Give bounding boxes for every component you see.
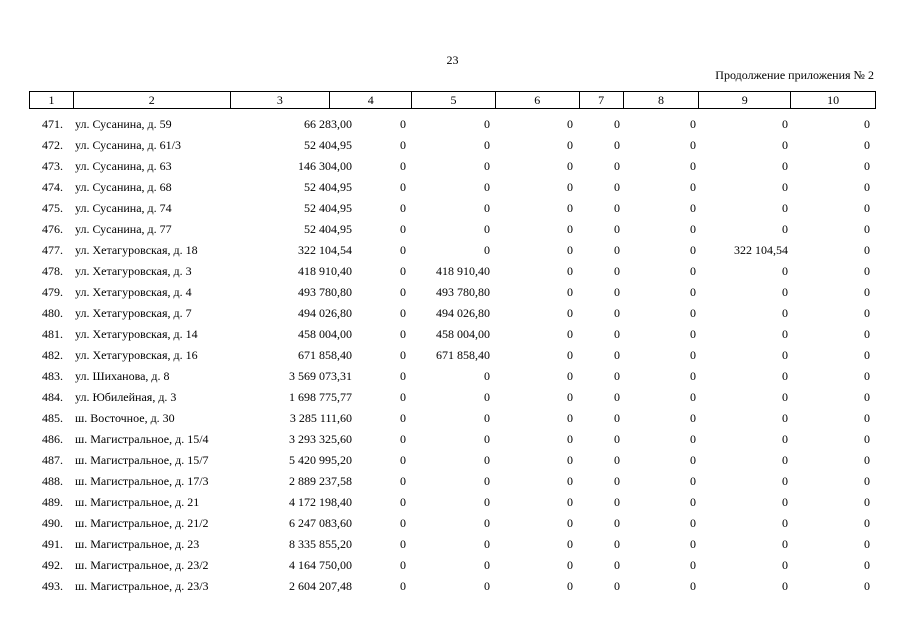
- header-cell-2: 2: [73, 92, 230, 108]
- col-6-value: 0: [567, 348, 573, 362]
- col-4-value: 0: [400, 201, 406, 215]
- table-row: [29, 533, 876, 554]
- col-5-value: 0: [484, 180, 490, 194]
- col-7-value: 0: [614, 453, 620, 467]
- col-9-value: 0: [782, 327, 788, 341]
- row-number: 481.: [42, 327, 63, 341]
- col-6-value: 0: [567, 306, 573, 320]
- table-row: [29, 176, 876, 197]
- col-9-value: 0: [782, 579, 788, 593]
- col-5-value: 494 026,80: [436, 306, 490, 320]
- col-8-value: 0: [690, 453, 696, 467]
- row-number: 490.: [42, 516, 63, 530]
- col-4-value: 0: [400, 516, 406, 530]
- col-10-value: 0: [864, 327, 870, 341]
- row-number: 489.: [42, 495, 63, 509]
- col-10-value: 0: [864, 390, 870, 404]
- col-10-value: 0: [864, 285, 870, 299]
- table-row: [29, 449, 876, 470]
- col-7-value: 0: [614, 327, 620, 341]
- col-8-value: 0: [690, 264, 696, 278]
- table-row: [29, 407, 876, 428]
- col-5-value: 0: [484, 411, 490, 425]
- table-row: [29, 365, 876, 386]
- row-number: 480.: [42, 306, 63, 320]
- address: ул. Сусанина, д. 68: [75, 180, 172, 194]
- address: ул. Хетагуровская, д. 7: [75, 306, 192, 320]
- header-cell-3: 3: [230, 92, 330, 108]
- col-8-value: 0: [690, 201, 696, 215]
- col-4-value: 0: [400, 369, 406, 383]
- col-9-value: 0: [782, 138, 788, 152]
- table-row: [29, 197, 876, 218]
- header-cell-4: 4: [329, 92, 411, 108]
- address: ш. Магистральное, д. 15/7: [75, 453, 209, 467]
- col-7-value: 0: [614, 390, 620, 404]
- address: ш. Магистральное, д. 23/3: [75, 579, 209, 593]
- row-number: 493.: [42, 579, 63, 593]
- col-9-value: 0: [782, 201, 788, 215]
- col-8-value: 0: [690, 306, 696, 320]
- col-10-value: 0: [864, 537, 870, 551]
- col-5-value: 0: [484, 222, 490, 236]
- col-8-value: 0: [690, 348, 696, 362]
- col-6-value: 0: [567, 369, 573, 383]
- col-3-value: 418 910,40: [298, 264, 352, 278]
- table-header: [29, 91, 876, 109]
- header-cell-8: 8: [623, 92, 699, 108]
- col-6-value: 0: [567, 453, 573, 467]
- col-3-value: 52 404,95: [304, 138, 352, 152]
- col-3-value: 3 569 073,31: [289, 369, 352, 383]
- col-10-value: 0: [864, 264, 870, 278]
- col-7-value: 0: [614, 516, 620, 530]
- col-9-value: 0: [782, 369, 788, 383]
- table-row: [29, 554, 876, 575]
- col-4-value: 0: [400, 390, 406, 404]
- col-6-value: 0: [567, 117, 573, 131]
- table-row: [29, 134, 876, 155]
- col-3-value: 2 889 237,58: [289, 474, 352, 488]
- col-3-value: 4 172 198,40: [289, 495, 352, 509]
- address: ул. Хетагуровская, д. 14: [75, 327, 198, 341]
- col-7-value: 0: [614, 180, 620, 194]
- col-5-value: 0: [484, 558, 490, 572]
- col-3-value: 52 404,95: [304, 180, 352, 194]
- col-3-value: 458 004,00: [298, 327, 352, 341]
- row-number: 473.: [42, 159, 63, 173]
- address: ул. Хетагуровская, д. 3: [75, 264, 192, 278]
- col-7-value: 0: [614, 411, 620, 425]
- col-3-value: 52 404,95: [304, 222, 352, 236]
- col-7-value: 0: [614, 306, 620, 320]
- col-8-value: 0: [690, 411, 696, 425]
- col-6-value: 0: [567, 432, 573, 446]
- col-9-value: 0: [782, 537, 788, 551]
- col-9-value: 0: [782, 495, 788, 509]
- col-8-value: 0: [690, 432, 696, 446]
- col-10-value: 0: [864, 474, 870, 488]
- col-3-value: 146 304,00: [298, 159, 352, 173]
- address: ул. Хетагуровская, д. 16: [75, 348, 198, 362]
- col-9-value: 0: [782, 180, 788, 194]
- address: ул. Шиханова, д. 8: [75, 369, 170, 383]
- col-4-value: 0: [400, 411, 406, 425]
- col-8-value: 0: [690, 138, 696, 152]
- col-10-value: 0: [864, 558, 870, 572]
- col-9-value: 322 104,54: [734, 243, 788, 257]
- col-10-value: 0: [864, 222, 870, 236]
- col-6-value: 0: [567, 222, 573, 236]
- col-9-value: 0: [782, 222, 788, 236]
- col-7-value: 0: [614, 558, 620, 572]
- col-9-value: 0: [782, 516, 788, 530]
- row-number: 472.: [42, 138, 63, 152]
- col-5-value: 0: [484, 432, 490, 446]
- row-number: 476.: [42, 222, 63, 236]
- header-cell-7: 7: [579, 92, 623, 108]
- col-10-value: 0: [864, 411, 870, 425]
- header-cell-10: 10: [790, 92, 875, 108]
- col-6-value: 0: [567, 516, 573, 530]
- col-8-value: 0: [690, 369, 696, 383]
- col-4-value: 0: [400, 348, 406, 362]
- table-row: [29, 575, 876, 596]
- row-number: 482.: [42, 348, 63, 362]
- col-4-value: 0: [400, 159, 406, 173]
- col-6-value: 0: [567, 495, 573, 509]
- col-4-value: 0: [400, 306, 406, 320]
- col-6-value: 0: [567, 327, 573, 341]
- col-9-value: 0: [782, 264, 788, 278]
- col-3-value: 52 404,95: [304, 201, 352, 215]
- col-10-value: 0: [864, 159, 870, 173]
- col-4-value: 0: [400, 243, 406, 257]
- col-3-value: 66 283,00: [304, 117, 352, 131]
- col-4-value: 0: [400, 117, 406, 131]
- table-row: [29, 512, 876, 533]
- row-number: 485.: [42, 411, 63, 425]
- address: ш. Магистральное, д. 23: [75, 537, 200, 551]
- col-5-value: 458 004,00: [436, 327, 490, 341]
- col-8-value: 0: [690, 159, 696, 173]
- address: ул. Хетагуровская, д. 18: [75, 243, 198, 257]
- header-cell-1: 1: [48, 93, 55, 107]
- col-7-value: 0: [614, 138, 620, 152]
- col-3-value: 8 335 855,20: [289, 537, 352, 551]
- col-3-value: 5 420 995,20: [289, 453, 352, 467]
- col-8-value: 0: [690, 474, 696, 488]
- table-row: [29, 386, 876, 407]
- col-7-value: 0: [614, 264, 620, 278]
- col-9-value: 0: [782, 432, 788, 446]
- col-10-value: 0: [864, 201, 870, 215]
- col-8-value: 0: [690, 495, 696, 509]
- col-8-value: 0: [690, 516, 696, 530]
- col-9-value: 0: [782, 159, 788, 173]
- row-number: 479.: [42, 285, 63, 299]
- table-row: [29, 239, 876, 260]
- col-10-value: 0: [864, 180, 870, 194]
- col-6-value: 0: [567, 138, 573, 152]
- col-5-value: 0: [484, 369, 490, 383]
- col-8-value: 0: [690, 117, 696, 131]
- col-10-value: 0: [864, 117, 870, 131]
- col-7-value: 0: [614, 495, 620, 509]
- col-8-value: 0: [690, 285, 696, 299]
- table-row: [29, 281, 876, 302]
- table-row: [29, 428, 876, 449]
- col-3-value: 671 858,40: [298, 348, 352, 362]
- table-row: [29, 260, 876, 281]
- col-7-value: 0: [614, 579, 620, 593]
- col-7-value: 0: [614, 117, 620, 131]
- col-4-value: 0: [400, 222, 406, 236]
- col-3-value: 3 285 111,60: [289, 411, 352, 425]
- col-4-value: 0: [400, 495, 406, 509]
- col-3-value: 6 247 083,60: [289, 516, 352, 530]
- col-9-value: 0: [782, 117, 788, 131]
- page-number: 23: [446, 53, 459, 67]
- table-row: [29, 302, 876, 323]
- col-7-value: 0: [614, 222, 620, 236]
- address: ш. Восточное, д. 30: [75, 411, 175, 425]
- col-5-value: 0: [484, 201, 490, 215]
- col-4-value: 0: [400, 474, 406, 488]
- address: ул. Сусанина, д. 74: [75, 201, 172, 215]
- col-8-value: 0: [690, 180, 696, 194]
- col-6-value: 0: [567, 558, 573, 572]
- row-number: 491.: [42, 537, 63, 551]
- col-3-value: 3 293 325,60: [289, 432, 352, 446]
- continuation-label: Продолжение приложения № 2: [715, 68, 874, 82]
- col-10-value: 0: [864, 432, 870, 446]
- col-5-value: 0: [484, 516, 490, 530]
- col-7-value: 0: [614, 369, 620, 383]
- col-4-value: 0: [400, 453, 406, 467]
- col-9-value: 0: [782, 348, 788, 362]
- col-8-value: 0: [690, 558, 696, 572]
- table-row: [29, 218, 876, 239]
- col-7-value: 0: [614, 432, 620, 446]
- col-6-value: 0: [567, 180, 573, 194]
- col-4-value: 0: [400, 138, 406, 152]
- col-9-value: 0: [782, 453, 788, 467]
- col-7-value: 0: [614, 201, 620, 215]
- col-5-value: 0: [484, 159, 490, 173]
- col-5-value: 0: [484, 474, 490, 488]
- address: ш. Магистральное, д. 21/2: [75, 516, 209, 530]
- col-8-value: 0: [690, 327, 696, 341]
- address: ш. Магистральное, д. 17/3: [75, 474, 209, 488]
- address: ул. Юбилейная, д. 3: [75, 390, 177, 404]
- col-10-value: 0: [864, 243, 870, 257]
- row-number: 484.: [42, 390, 63, 404]
- col-8-value: 0: [690, 243, 696, 257]
- col-10-value: 0: [864, 306, 870, 320]
- table-row: [29, 470, 876, 491]
- col-5-value: 0: [484, 537, 490, 551]
- col-7-value: 0: [614, 159, 620, 173]
- col-5-value: 0: [484, 579, 490, 593]
- col-4-value: 0: [400, 537, 406, 551]
- col-3-value: 322 104,54: [298, 243, 352, 257]
- col-6-value: 0: [567, 285, 573, 299]
- col-10-value: 0: [864, 453, 870, 467]
- col-4-value: 0: [400, 264, 406, 278]
- col-9-value: 0: [782, 411, 788, 425]
- col-6-value: 0: [567, 579, 573, 593]
- col-5-value: 418 910,40: [436, 264, 490, 278]
- header-cell-5: 5: [411, 92, 495, 108]
- col-8-value: 0: [690, 390, 696, 404]
- col-5-value: 0: [484, 390, 490, 404]
- col-4-value: 0: [400, 180, 406, 194]
- col-10-value: 0: [864, 495, 870, 509]
- row-number: 475.: [42, 201, 63, 215]
- col-10-value: 0: [864, 516, 870, 530]
- row-number: 471.: [42, 117, 63, 131]
- col-3-value: 494 026,80: [298, 306, 352, 320]
- col-6-value: 0: [567, 201, 573, 215]
- col-10-value: 0: [864, 348, 870, 362]
- col-7-value: 0: [614, 285, 620, 299]
- col-9-value: 0: [782, 285, 788, 299]
- col-6-value: 0: [567, 159, 573, 173]
- table-body: [29, 113, 876, 596]
- col-5-value: 493 780,80: [436, 285, 490, 299]
- row-number: 477.: [42, 243, 63, 257]
- address: ул. Сусанина, д. 61/3: [75, 138, 181, 152]
- row-number: 488.: [42, 474, 63, 488]
- col-5-value: 671 858,40: [436, 348, 490, 362]
- col-6-value: 0: [567, 390, 573, 404]
- address: ул. Сусанина, д. 59: [75, 117, 172, 131]
- row-number: 483.: [42, 369, 63, 383]
- col-8-value: 0: [690, 222, 696, 236]
- col-5-value: 0: [484, 243, 490, 257]
- address: ул. Хетагуровская, д. 4: [75, 285, 192, 299]
- col-3-value: 493 780,80: [298, 285, 352, 299]
- col-7-value: 0: [614, 537, 620, 551]
- address: ул. Сусанина, д. 63: [75, 159, 172, 173]
- col-9-value: 0: [782, 474, 788, 488]
- row-number: 492.: [42, 558, 63, 572]
- col-6-value: 0: [567, 474, 573, 488]
- col-8-value: 0: [690, 579, 696, 593]
- col-7-value: 0: [614, 348, 620, 362]
- col-4-value: 0: [400, 285, 406, 299]
- col-6-value: 0: [567, 411, 573, 425]
- header-cell-9: 9: [698, 92, 790, 108]
- table-row: [29, 491, 876, 512]
- col-6-value: 0: [567, 537, 573, 551]
- col-5-value: 0: [484, 453, 490, 467]
- row-number: 474.: [42, 180, 63, 194]
- address: ш. Магистральное, д. 15/4: [75, 432, 209, 446]
- address: ш. Магистральное, д. 21: [75, 495, 200, 509]
- col-10-value: 0: [864, 579, 870, 593]
- col-3-value: 2 604 207,48: [289, 579, 352, 593]
- col-10-value: 0: [864, 369, 870, 383]
- address: ш. Магистральное, д. 23/2: [75, 558, 209, 572]
- address: ул. Сусанина, д. 77: [75, 222, 172, 236]
- col-8-value: 0: [690, 537, 696, 551]
- col-6-value: 0: [567, 243, 573, 257]
- table-row: [29, 344, 876, 365]
- table-row: [29, 323, 876, 344]
- col-9-value: 0: [782, 390, 788, 404]
- row-number: 487.: [42, 453, 63, 467]
- col-5-value: 0: [484, 495, 490, 509]
- col-4-value: 0: [400, 579, 406, 593]
- col-6-value: 0: [567, 264, 573, 278]
- col-9-value: 0: [782, 306, 788, 320]
- header-cell-6: 6: [495, 92, 579, 108]
- row-number: 486.: [42, 432, 63, 446]
- col-7-value: 0: [614, 474, 620, 488]
- col-10-value: 0: [864, 138, 870, 152]
- col-4-value: 0: [400, 432, 406, 446]
- row-number: 478.: [42, 264, 63, 278]
- table-row: [29, 113, 876, 134]
- col-4-value: 0: [400, 558, 406, 572]
- col-9-value: 0: [782, 558, 788, 572]
- table-row: [29, 155, 876, 176]
- col-4-value: 0: [400, 327, 406, 341]
- col-3-value: 4 164 750,00: [289, 558, 352, 572]
- col-3-value: 1 698 775,77: [289, 390, 352, 404]
- col-5-value: 0: [484, 138, 490, 152]
- col-5-value: 0: [484, 117, 490, 131]
- col-7-value: 0: [614, 243, 620, 257]
